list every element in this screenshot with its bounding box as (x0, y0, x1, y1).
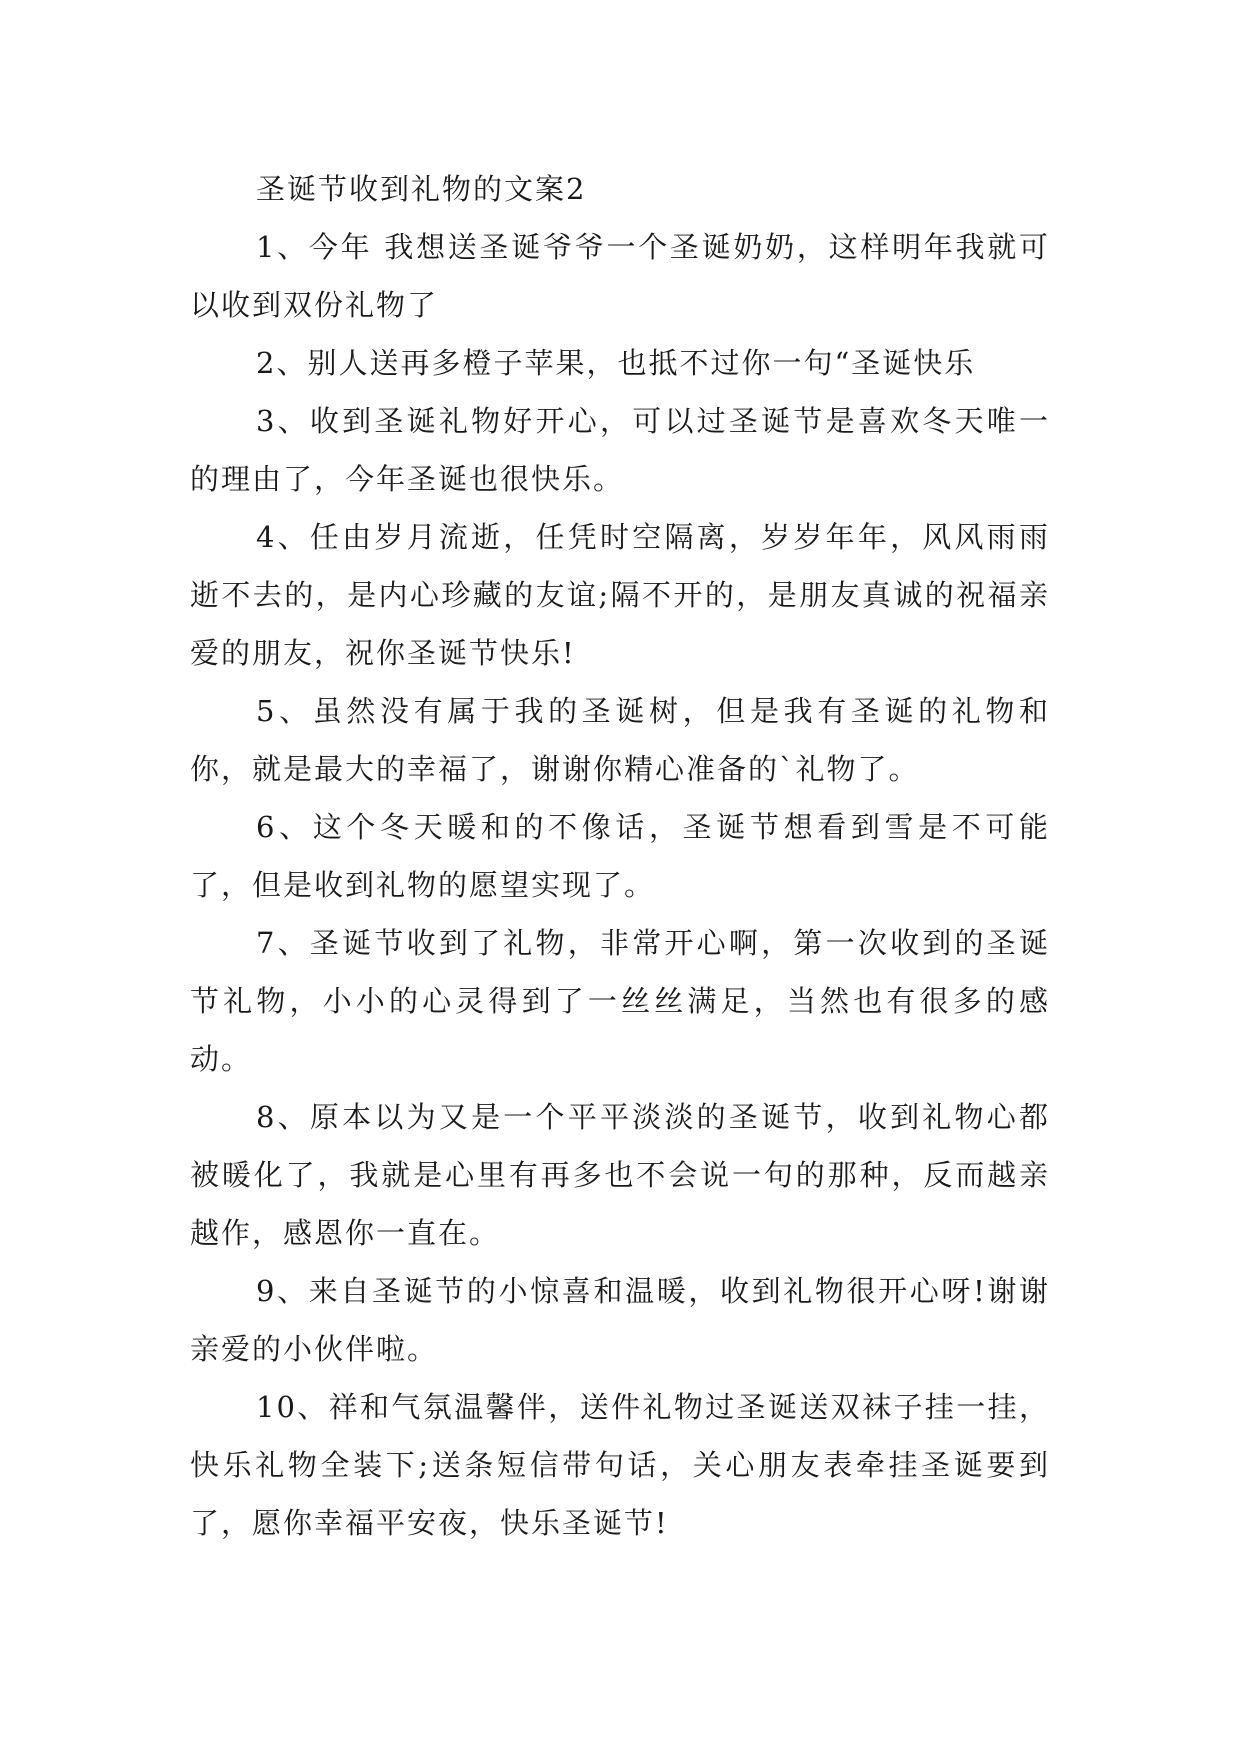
paragraph-10: 10、祥和气氛温馨伴，送件礼物过圣诞送双袜子挂一挂，快乐礼物全装下;送条短信带句话，关心朋友表牵挂圣诞要到了，愿你幸福平安夜，快乐圣诞节! (190, 1390, 1050, 1540)
paragraph-6: 6、这个冬天暖和的不像话，圣诞节想看到雪是不可能了，但是收到礼物的愿望实现了。 (190, 810, 1050, 902)
paragraph-3: 3、收到圣诞礼物好开心，可以过圣诞节是喜欢冬天唯一的理由了，今年圣诞也很快乐。 (190, 404, 1050, 496)
paragraph-4: 4、任由岁月流逝，任凭时空隔离，岁岁年年，风风雨雨逝不去的，是内心珍藏的友谊;隔不开的，是朋友真诚的祝福亲爱的朋友，祝你圣诞节快乐! (190, 520, 1050, 670)
document-page (190, 160, 1050, 1552)
paragraph-1: 1、今年 我想送圣诞爷爷一个圣诞奶奶，这样明年我就可以收到双份礼物了 (190, 230, 1050, 322)
document-title: 圣诞节收到礼物的文案2 (256, 172, 587, 206)
paragraph-5: 5、虽然没有属于我的圣诞树，但是我有圣诞的礼物和你，就是最大的幸福了，谢谢你精心准备的`礼物了。 (190, 694, 1050, 786)
paragraph-2: 2、别人送再多橙子苹果，也抵不过你一句“圣诞快乐 (256, 346, 976, 380)
paragraph-7: 7、圣诞节收到了礼物，非常开心啊，第一次收到的圣诞节礼物，小小的心灵得到了一丝丝满足，当然也有很多的感动。 (190, 926, 1050, 1076)
paragraph-8: 8、原本以为又是一个平平淡淡的圣诞节，收到礼物心都被暖化了，我就是心里有再多也不会说一句的那种，反而越亲越作，感恩你一直在。 (190, 1100, 1050, 1250)
paragraph-9: 9、来自圣诞节的小惊喜和温暖，收到礼物很开心呀!谢谢亲爱的小伙伴啦。 (190, 1274, 1050, 1366)
